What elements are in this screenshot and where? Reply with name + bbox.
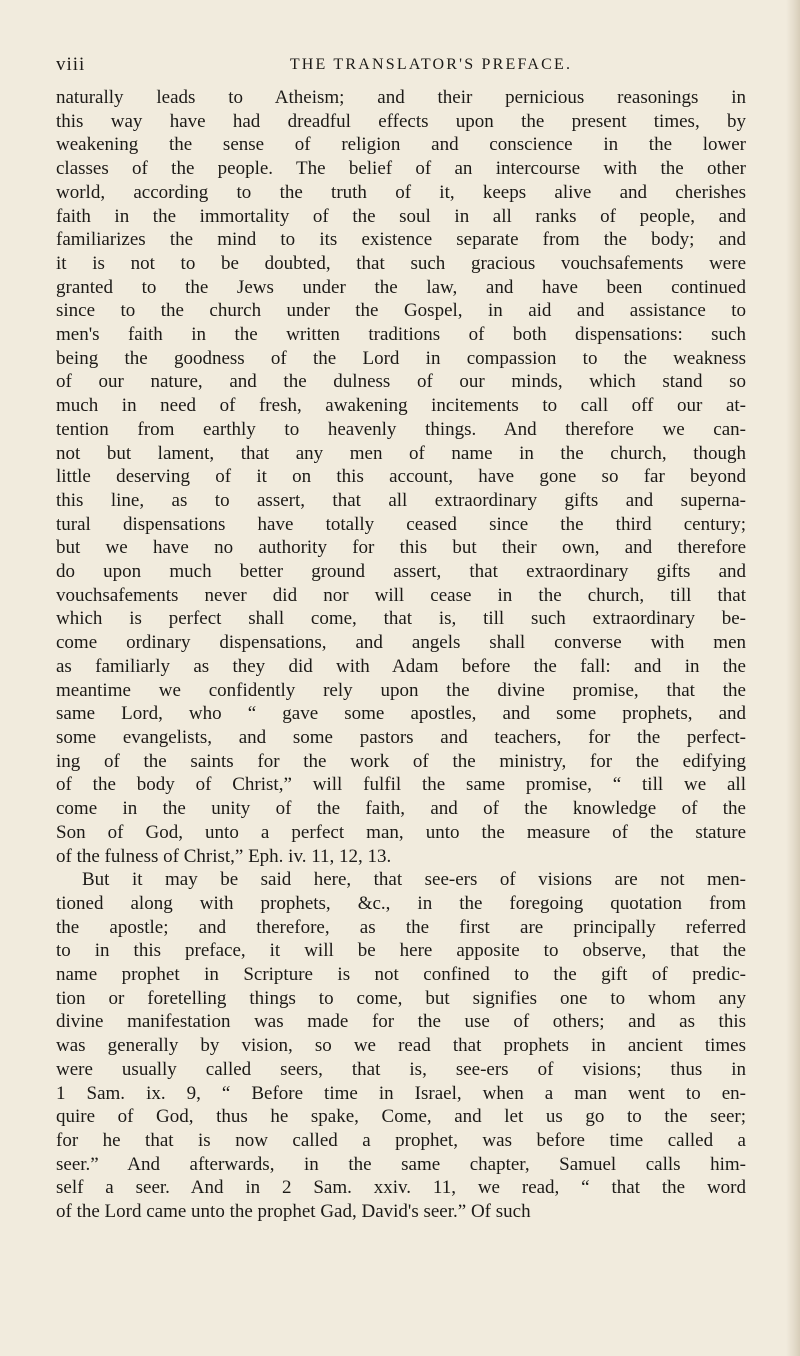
- text-line: name prophet in Scripture is not confined to the gift of predic-: [56, 964, 746, 986]
- text-line: come in the unity of the faith, and of the knowledge of the: [56, 798, 746, 820]
- text-line: men's faith in the written traditions of both dispensations: such: [56, 324, 746, 346]
- text-line: which is perfect shall come, that is, till such extraordinary be-: [56, 608, 746, 630]
- text-line: faith in the immortality of the soul in all ranks of people, and: [56, 205, 746, 227]
- text-line: since to the church under the Gospel, in aid and assistance to: [56, 300, 746, 322]
- text-line: same Lord, who “ gave some apostles, and some prophets, and: [56, 703, 746, 725]
- text-line: as familiarly as they did with Adam before the fall: and in the: [56, 655, 746, 677]
- text-line: self a seer. And in 2 Sam. xxiv. 11, we read, “ that the word: [56, 1177, 746, 1199]
- text-line: seer.” And afterwards, in the same chapter, Samuel calls him-: [56, 1153, 746, 1175]
- text-line: of our nature, and the dulness of our minds, which stand so: [56, 371, 746, 393]
- text-line: Son of God, unto a perfect man, unto the measure of the stature: [56, 821, 746, 843]
- text-line: come ordinary dispensations, and angels shall converse with men: [56, 632, 746, 654]
- running-head: [56, 54, 746, 84]
- paragraph-1: [56, 86, 746, 868]
- text-line: much in need of fresh, awakening incitements to call off our at-: [56, 395, 746, 417]
- text-line: granted to the Jews under the law, and have been continued: [56, 276, 746, 298]
- text-line: of the body of Christ,” will fulfil the same promise, “ till we all: [56, 774, 746, 796]
- text-line: to in this preface, it will be here apposite to observe, that the: [56, 940, 746, 962]
- text-line: tion or foretelling things to come, but signifies one to whom any: [56, 987, 746, 1009]
- text-line: familiarizes the mind to its existence separate from the body; and: [56, 229, 746, 251]
- text-line: the apostle; and therefore, as the first are principally referred: [56, 916, 746, 938]
- text-line: of the fulness of Christ,” Eph. iv. 11, 12, 13.: [56, 845, 392, 867]
- text-line: weakening the sense of religion and conscience in the lower: [56, 134, 746, 156]
- text-line: were usually called seers, that is, see-ers of visions; thus in: [56, 1058, 746, 1080]
- text-line: this way have had dreadful effects upon the present times, by: [56, 110, 746, 132]
- text-line: was generally by vision, so we read that prophets in ancient times: [56, 1035, 746, 1057]
- text-line: for he that is now called a prophet, was before time called a: [56, 1129, 746, 1151]
- text-line: vouchsafements never did nor will cease in the church, till that: [56, 584, 746, 606]
- text-line: being the goodness of the Lord in compassion to the weakness: [56, 347, 746, 369]
- text-line: not but lament, that any men of name in the church, though: [56, 442, 746, 464]
- page-edge-shadow: [786, 0, 800, 1356]
- text-line: this line, as to assert, that all extraordinary gifts and superna-: [56, 489, 746, 511]
- text-line: classes of the people. The belief of an intercourse with the other: [56, 158, 746, 180]
- text-line: tioned along with prophets, &c., in the foregoing quotation from: [56, 892, 746, 914]
- text-line: meantime we confidently rely upon the divine promise, that the: [56, 679, 746, 701]
- text-line: world, according to the truth of it, keeps alive and cherishes: [56, 181, 746, 203]
- page-number: viii: [56, 54, 86, 75]
- text-line: of the Lord came unto the prophet Gad, David's seer.” Of such: [56, 1201, 531, 1223]
- text-line: it is not to be doubted, that such gracious vouchsafements were: [56, 252, 746, 274]
- text-line: But it may be said here, that see-ers of visions are not men-: [82, 869, 746, 891]
- text-line: naturally leads to Atheism; and their pernicious reasonings in: [56, 87, 746, 108]
- text-line: 1 Sam. ix. 9, “ Before time in Israel, when a man went to en-: [56, 1082, 746, 1104]
- text-line: ing of the saints for the work of the ministry, for the edifying: [56, 750, 746, 772]
- text-line: some evangelists, and some pastors and teachers, for the perfect-: [56, 726, 746, 748]
- text-line: little deserving of it on this account, have gone so far beyond: [56, 466, 746, 488]
- text-line: do upon much better ground assert, that extraordinary gifts and: [56, 561, 746, 583]
- text-line: tention from earthly to heavenly things. And therefore we can-: [56, 418, 746, 440]
- body-text: [56, 86, 746, 1224]
- paragraph-2: [56, 868, 746, 1224]
- text-line: divine manifestation was made for the use of others; and as this: [56, 1011, 746, 1033]
- text-line: but we have no authority for this but their own, and therefore: [56, 537, 746, 559]
- text-line: tural dispensations have totally ceased since the third century;: [56, 513, 746, 535]
- text-line: quire of God, thus he spake, Come, and let us go to the seer;: [56, 1106, 746, 1128]
- running-head-title: THE TRANSLATOR'S PREFACE.: [289, 56, 573, 73]
